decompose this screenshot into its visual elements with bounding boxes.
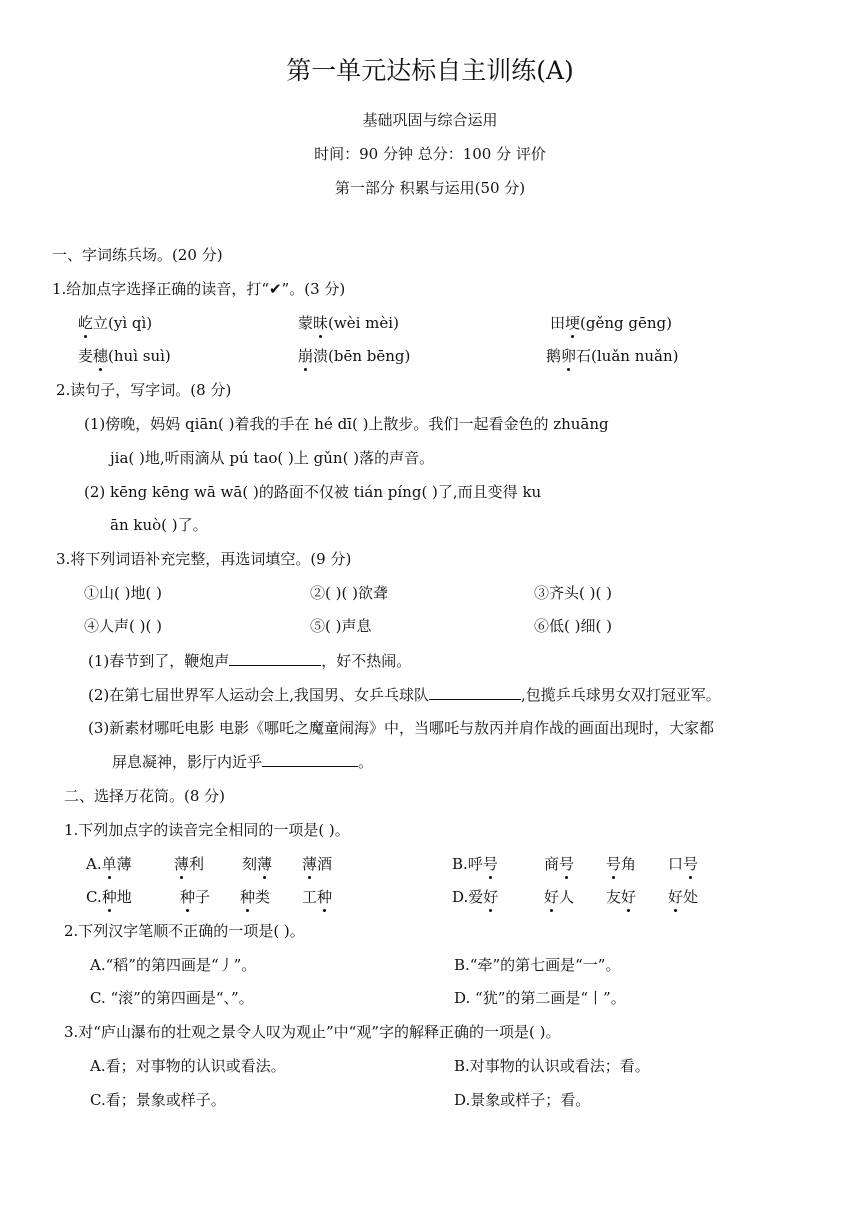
question-stem: 2.读句子，写字词。(8 分) xyxy=(56,381,232,399)
option-word: 工种 xyxy=(302,888,333,906)
idiom-fill-item: ⑤( )声息 xyxy=(310,617,372,635)
option-word: 好人 xyxy=(544,888,575,906)
question-stem: 3.将下列词语补充完整，再选词填空。(9 分) xyxy=(56,550,352,568)
fill-sentence: 屏息凝神，影厅内近乎 。 xyxy=(112,753,374,771)
section-heading: 二、选择万花筒。(8 分) xyxy=(64,787,226,805)
idiom-fill-item: ⑥低( )细( ) xyxy=(534,617,612,635)
option-word: 号角 xyxy=(606,855,637,873)
passage-line: (2) kēng kēng wā wā( )的路面不仅被 tián píng( )了,而且变得 ku xyxy=(84,483,542,501)
pinyin-choice-item: 蒙昧(wèi mèi) xyxy=(298,314,399,332)
passage-line: (1)傍晚，妈妈 qiān( )着我的手在 hé dī( )上散步。我们一起看金色的 zhuāng xyxy=(84,415,609,433)
answer-blank[interactable] xyxy=(429,685,521,700)
pinyin-choice-item: 屹立(yì qì) xyxy=(78,314,153,332)
option-word: 薄酒 xyxy=(302,855,333,873)
section-heading: 一、字词练兵场。(20 分) xyxy=(52,246,223,264)
option-a[interactable]: A.看；对事物的认识或看法。 xyxy=(90,1057,286,1075)
option-c[interactable]: C.看；景象或样子。 xyxy=(90,1091,226,1109)
exam-meta: 时间：90 分钟 总分：100 分 评价 xyxy=(314,145,546,163)
option-word: 商号 xyxy=(544,855,575,873)
option-c[interactable]: C. “滚”的第四画是“、”。 xyxy=(90,989,254,1007)
option-word: 刻薄 xyxy=(242,855,273,873)
option-b[interactable]: B.对事物的认识或看法；看。 xyxy=(454,1057,650,1075)
page-title: 第一单元达标自主训练(A) xyxy=(286,56,574,85)
option-word: 种类 xyxy=(240,888,271,906)
passage-line: ān kuò( )了。 xyxy=(110,516,208,534)
idiom-fill-item: ②( )( )欲聋 xyxy=(310,584,388,602)
option-c[interactable]: C.种地 xyxy=(86,888,132,906)
option-d[interactable]: D.景象或样子；看。 xyxy=(454,1091,591,1109)
idiom-fill-item: ④人声( )( ) xyxy=(84,617,162,635)
option-d[interactable]: D. “犹”的第二画是“丨”。 xyxy=(454,989,626,1007)
question-stem: 1.给加点字选择正确的读音，打“✔”。(3 分) xyxy=(52,280,346,298)
option-a[interactable]: A.“稻”的第四画是“丿”。 xyxy=(90,956,257,974)
passage-line: jia( )地,听雨滴从 pú tao( )上 gǔn( )落的声音。 xyxy=(110,449,435,467)
fill-sentence: (1)春节到了，鞭炮声 ，好不热闹。 xyxy=(88,652,412,670)
option-word: 薄利 xyxy=(174,855,205,873)
question-stem: 2.下列汉字笔顺不正确的一项是( )。 xyxy=(64,922,305,940)
question-stem: 3.对“庐山瀑布的壮观之景令人叹为观止”中“观”字的解释正确的一项是( )。 xyxy=(64,1023,561,1041)
part-heading: 第一部分 积累与运用(50 分) xyxy=(334,179,526,197)
fill-sentence: (3)新素材哪吒电影 电影《哪吒之魔童闹海》中，当哪吒与敖丙并肩作战的画面出现时，大家都 xyxy=(88,719,715,737)
pinyin-choice-item: 崩溃(bēn bēng) xyxy=(298,347,411,365)
pinyin-choice-item: 鹅卵石(luǎn nuǎn) xyxy=(546,347,679,365)
idiom-fill-item: ③齐头( )( ) xyxy=(534,584,612,602)
pinyin-choice-item: 麦穗(huì suì) xyxy=(78,347,171,365)
question-stem: 1.下列加点字的读音完全相同的一项是( )。 xyxy=(64,821,350,839)
idiom-fill-item: ①山( )地( ) xyxy=(84,584,162,602)
page-subtitle: 基础巩固与综合运用 xyxy=(362,111,498,129)
option-word: 口号 xyxy=(668,855,699,873)
option-a[interactable]: A.单薄 xyxy=(86,855,132,873)
pinyin-choice-item: 田埂(gěng gēng) xyxy=(550,314,672,332)
option-word: 好处 xyxy=(668,888,699,906)
fill-sentence: (2)在第七届世界军人运动会上,我国男、女乒乓球队 ,包揽乒乓球男女双打冠亚军。 xyxy=(88,686,721,704)
option-b[interactable]: B.“牵”的第七画是“一”。 xyxy=(454,956,621,974)
option-word: 种子 xyxy=(180,888,211,906)
option-d[interactable]: D.爱好 xyxy=(452,888,499,906)
answer-blank[interactable] xyxy=(229,651,321,666)
answer-blank[interactable] xyxy=(262,752,358,767)
option-b[interactable]: B.呼号 xyxy=(452,855,498,873)
option-word: 友好 xyxy=(606,888,637,906)
